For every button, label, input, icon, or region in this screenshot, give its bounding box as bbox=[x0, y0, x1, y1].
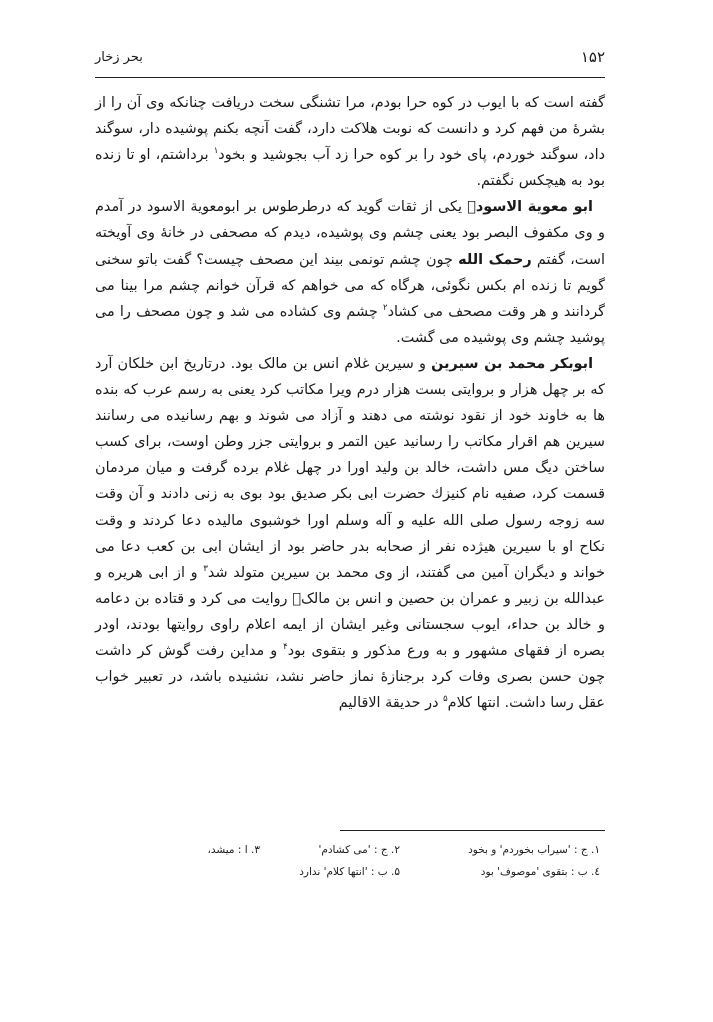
running-title: بحر زخار bbox=[95, 50, 143, 65]
footnote-ref-1: ۱ bbox=[213, 146, 219, 157]
paragraph-3-end: در حدیقة الاقالیم bbox=[338, 695, 444, 712]
footnote-4: ٤. ب : بتقوی 'موصوف' بود bbox=[480, 866, 600, 878]
paragraph-1 bbox=[95, 90, 605, 194]
footnote-ref-5: ۵ bbox=[443, 694, 448, 705]
footnotes bbox=[95, 839, 600, 883]
footnote-3: ۳. ا : میشد، bbox=[207, 844, 260, 856]
paragraph-3 bbox=[95, 351, 605, 716]
footnote-ref-3: ۳ bbox=[203, 563, 208, 574]
paragraph-3-text-c: و مداین رفت گوش کر داشت چون حسن بصری وفات کرد برجنازهٔ نماز حاضر نشد، نشنیده باشد، در تعبیر خواب عقل رسا داشت. انتها کلام bbox=[95, 642, 605, 712]
footnote-ref-2: ۲ bbox=[382, 302, 388, 313]
footnote-1: ۱. ج : 'سیراب بخوردم' و بخود bbox=[468, 844, 600, 856]
paragraph-2-bold-phrase: رحمک الله bbox=[458, 251, 532, 268]
footnote-row bbox=[95, 839, 600, 861]
paragraph-3-heading: ابوبکر محمد بن سیرین bbox=[431, 355, 593, 372]
running-header bbox=[95, 48, 605, 76]
paragraph-3-text-b: و از ابی هریره و عبدالله بن زبیر و عمران بن حصین و انس بن مالکؓ روایت می کرد و قتاده بن دعامه و خالد بن حداء، ایوب سجستانی وغیر ایشان از ایمه اعلام راوی روایتها بودند، اودر بصره از فقهای مشهور و به ورع مذکور و بتقوی بود bbox=[95, 564, 605, 659]
page-number: ۱۵۲ bbox=[580, 48, 605, 66]
paragraph-2-heading: ابو معویة الاسودؒ bbox=[467, 199, 593, 216]
body-text bbox=[95, 90, 605, 716]
paragraph-1-text: گفته است که با ایوب در کوه حرا بودم، مرا تشنگی سخت دریافت چنانکه وی آن را از بشرهٔ من فهم کرد و دانست که نوبت هلاکت دارد، گفت آنچه بکنم پوشیده دار، سوگند داد، سوگند خوردم، پای خود را بر کوه حرا زد آب بجوشید و بخود bbox=[95, 95, 605, 164]
paragraph-2-end: چشم وی کشاده می شد و چون مصحف را می پوشید چشم وی پوشیده می گشت. bbox=[95, 303, 605, 346]
footnote-2: ۲. ج : 'می کشادم' bbox=[318, 844, 400, 856]
paragraph-2 bbox=[95, 194, 605, 351]
footnote-rule bbox=[340, 830, 605, 831]
paragraph-1-end: برداشتم، او تا زنده بود به هیچکس نگفتم. bbox=[95, 147, 605, 190]
header-rule bbox=[95, 77, 605, 78]
footnote-5: ۵. ب : 'انتها کلام' ندارد bbox=[299, 866, 400, 878]
paragraph-2-text-a: یکی از ثقات گوید که درطرطوس بر ابومعویة الاسود در آمدم و وی مکفوف البصر بود یعنی چشم وی پوشیده، دیدم که مصحفی در خانهٔ وی آویخته است، گفتم bbox=[95, 199, 605, 268]
footnote-row bbox=[95, 861, 600, 883]
paragraph-2-text-b: چون چشم تونمی بیند این مصحف چیست؟ گفت باتو سخنی گویم تا زنده ام بکس نگوئی، هرگاه که می خواهم که قرآن خوانم چشم مرا بینا می گردانند و هر وقت مصحف می کشاد bbox=[95, 251, 605, 320]
paragraph-3-text-a: و سیرین غلام انس بن مالک بود. درتاریخ ابن خلکان آرد که بر چهل هزار و بروایتی بست هزار درم ویرا مکاتب کرد یعنی به رسم عرب که بنده ها به خاوند خود از نقود نوشته می دهند و آزاد می شوند و بهم رسانیده می رسانند سیرین هم اقرار مکاتب را رسانید عین التمر و بروایتی جزر وطن اوست، برای کسب ساختن دیگ مس داشت، خالد بن ولید اورا در چهل غلام برده گرفت و میان مردمان قسمت کرد، صفیه نام کنیزك حضرت ابی بکر صدیق بود بوی به زنی دادند و آن وقت سه زوجه رسول صلی الله علیه و آله وسلم اورا خوشبوی مالیده دعا کردند و وقت نکاح او با سیرین هیژده نفر از صحابه بدر حاضر بود از ایشان ابی بن کعب دعا می خواند و دیگران آمین می گفتند، از وی محمد بن سیرین متولد شد bbox=[95, 355, 605, 581]
footnote-ref-4: ۴ bbox=[283, 642, 288, 653]
